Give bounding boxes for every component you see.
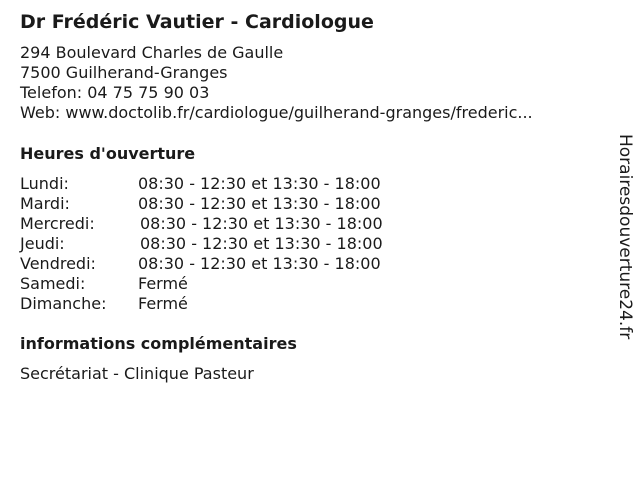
time-value: 08:30 - 12:30 et 13:30 - 18:00 [140,214,383,233]
time-value: 08:30 - 12:30 et 13:30 - 18:00 [138,254,381,273]
day-label: Samedi: [20,274,86,293]
day-label: Lundi: [20,174,69,193]
watermark-text: Horairesdouverture24.fr [615,134,635,340]
time-value: 08:30 - 12:30 et 13:30 - 18:00 [138,194,381,213]
city-address: 7500 Guilherand-Granges [20,63,228,82]
time-value: 08:30 - 12:30 et 13:30 - 18:00 [138,174,381,193]
phone-number: Telefon: 04 75 75 90 03 [20,83,210,102]
site-watermark [612,134,636,374]
website-link[interactable]: Web: www.doctolib.fr/cardiologue/guilherand-granges/frederic... [20,103,533,122]
day-label: Dimanche: [20,294,107,313]
hours-heading: Heures d'ouverture [20,144,196,163]
info-text: Secrétariat - Clinique Pasteur [20,364,254,383]
street-address: 294 Boulevard Charles de Gaulle [20,43,284,62]
day-label: Jeudi: [20,234,65,253]
time-value: Fermé [138,294,188,313]
info-heading: informations complémentaires [20,334,297,353]
time-value: Fermé [138,274,188,293]
page-title: Dr Frédéric Vautier - Cardiologue [20,11,374,33]
day-label: Mardi: [20,194,70,213]
time-value: 08:30 - 12:30 et 13:30 - 18:00 [140,234,383,253]
day-label: Vendredi: [20,254,96,273]
address-block [20,43,533,123]
day-label: Mercredi: [20,214,95,233]
